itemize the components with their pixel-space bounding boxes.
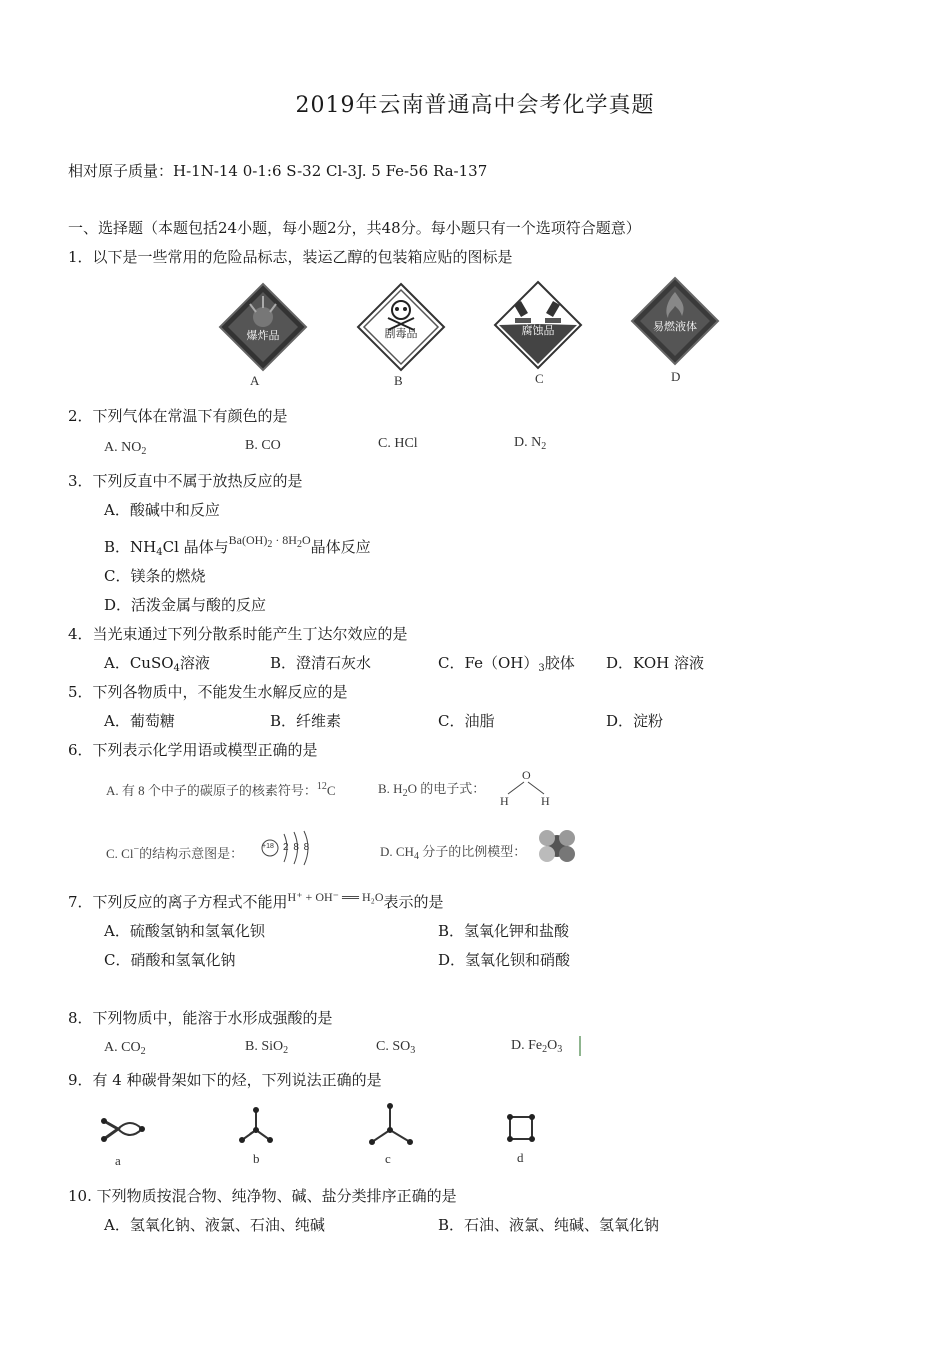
question-8-option-d: D. $Fe_2O_3$ [511,1038,563,1055]
question-2-option-c: C. HCl [378,436,418,451]
question-3-option-a: A．酸碱中和反应 [104,501,220,519]
question-1-stem: 1．以下是一些常用的危险品标志，装运乙醇的包装箱应贴的图标是 [68,248,513,266]
question-5-stem: 5．下列各物质中，不能发生水解反应的是 [68,683,348,701]
question-6-stem: 6．下列表示化学用语或模型正确的是 [68,741,318,759]
question-6-option-c: C. Cl−的结构示意图是： [106,844,244,861]
question-2-option-d: D. $N_2$ [514,435,547,452]
question-8-option-b: B. SiO$_2$ [245,1039,289,1056]
question-5-option-a: A．葡萄糖 [104,712,175,730]
question-5-option-c: C．油脂 [438,712,495,730]
question-7-option-b: B．氢氧化钾和盐酸 [438,922,570,940]
question-5-option-b: B．纤维素 [270,712,342,730]
section-header: 一、选择题（本题包括24小题，每小题2分，共48分。每小题只有一个选项符合题意） [68,219,641,237]
hazard-sign-letter: A [250,373,260,388]
hazard-sign-letter: D [671,369,681,384]
question-3-option-d: D．活泼金属与酸的反应 [104,596,267,614]
question-2-stem: 2．下列气体在常温下有颜色的是 [68,407,288,425]
scan-mark [579,1036,581,1056]
bond-lines [502,778,550,798]
methane-model-icon [537,828,579,864]
question-8-option-c: C. $SO_3$ [376,1039,416,1056]
question-7-stem: 7．下列反应的离子方程式不能用$^{H^+ + OH^- ══ H_2O}$表示的是 [68,890,444,911]
skeleton-c-icon [368,1104,414,1146]
question-3-stem: 3．下列反直中不属于放热反应的是 [68,472,303,490]
skeleton-label: b [253,1151,260,1166]
question-4-stem: 4．当光束通过下列分散系时能产生丁达尔效应的是 [68,625,408,643]
question-7-option-a: A．硫酸氢钠和氢氧化钡 [104,922,265,940]
skeleton-b-icon [238,1106,274,1146]
skeleton-a-icon [100,1113,146,1147]
question-10-stem: 10. 下列物质按混合物、纯净物、碱、盐分类排序正确的是 [68,1187,457,1205]
question-2-option-b: B. CO [245,438,281,453]
skeleton-label: a [115,1153,121,1168]
question-4-option-a: A．CuSO$_4$溶液 [104,654,210,674]
question-4-option-c: C．$Fe(OH)_3$胶体 [438,654,575,674]
question-3-option-b: B．$NH_4Cl$ 晶体与$^{Ba(OH)_2 \cdot 8H_2O}$晶体反应 [104,533,371,558]
question-6-option-b: B. $H_2O$ 的电子式： [378,781,486,799]
question-8-option-a: A. $CO_2$ [104,1040,146,1057]
hazard-sign-letter: C [535,371,544,386]
hazard-sign-text: 腐蚀品 [521,324,555,337]
page-title: 2019年云南普通高中会考化学真题 [295,93,655,118]
question-4-option-d: D．KOH 溶液 [606,654,704,672]
hazard-sign-letter: B [394,373,403,388]
skeleton-label: d [517,1150,524,1165]
question-5-option-d: D．淀粉 [606,712,664,730]
hazard-sign-text: 剧毒品 [384,327,418,340]
question-10-option-b: B．石油、液氯、纯碱、氢氧化钠 [438,1216,660,1234]
question-7-option-d: D．氢氧化钡和硝酸 [438,951,571,969]
question-4-option-b: B．澄清石灰水 [270,654,372,672]
question-3-option-c: C．镁条的燃烧 [104,567,206,585]
skeleton-label: c [385,1151,391,1166]
question-10-option-a: A．氢氧化钠、液氯、石油、纯碱 [104,1216,325,1234]
question-8-stem: 8．下列物质中，能溶于水形成强酸的是 [68,1009,333,1027]
hazard-sign-text: 爆炸品 [246,329,280,342]
question-7-option-c: C．硝酸和氢氧化钠 [104,951,236,969]
atomic-mass-line: 相对原子质量：H-1N-14 0-1:6 S-32 Cl-3J. 5 Fe-56 Ra-137 [68,162,488,180]
skeleton-d-icon [506,1113,536,1143]
question-2-option-a: A. $NO_2$ [104,440,147,457]
question-9-stem: 9．有 4 种碳骨架如下的烃，下列说法正确的是 [68,1071,382,1089]
question-6-option-d: D. $CH_4$ 分子的比例模型： [380,844,527,862]
hazard-sign-text: 易燃液体 [653,320,697,333]
question-6-option-a: A. 有 8 个中子的碳原子的核素符号：$^{12}$C [106,781,336,798]
